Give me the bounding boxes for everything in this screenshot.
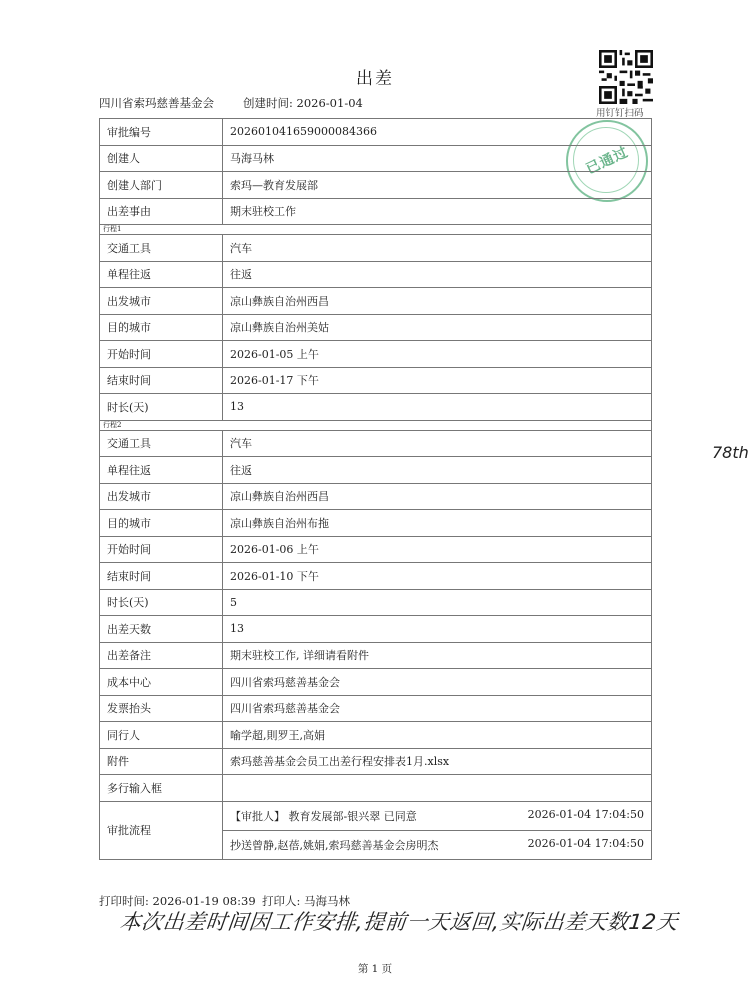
trip-section-header: [100, 420, 652, 430]
approval-step-text: 抄送曾静,赵蓓,姚娟,索玛慈善基金会房明杰: [230, 838, 439, 852]
field-label: 目的城市: [100, 314, 223, 341]
approved-stamp-text: 已通过: [583, 144, 632, 178]
field-value: 13: [223, 394, 652, 421]
table-row: [100, 722, 652, 749]
field-value: 13: [223, 616, 652, 643]
field-value: 202601041659000084366: [223, 119, 652, 146]
field-label: 成本中心: [100, 669, 223, 696]
table-row: [100, 119, 652, 146]
table-row: [100, 367, 652, 394]
trip-section-header: [100, 225, 652, 235]
field-label: 出发城市: [100, 288, 223, 315]
created-date: 创建时间: 2026-01-04: [243, 96, 363, 110]
field-label: 出发城市: [100, 483, 223, 510]
field-value: 2026-01-17 下午: [223, 367, 652, 394]
field-label: 开始时间: [100, 536, 223, 563]
handwritten-note: 本次出差时间因工作安排,提前一天返回,实际出差天数12天: [118, 910, 680, 934]
organization-name: 四川省索玛慈善基金会: [99, 96, 214, 110]
page-number: 第 1 页: [357, 963, 393, 975]
field-value: 凉山彝族自治州布拖: [223, 510, 652, 537]
table-row: [100, 314, 652, 341]
field-label: 时长(天): [100, 394, 223, 421]
approval-step-text: 【审批人】 教育发展部-银兴翠 已同意: [230, 809, 417, 823]
field-label: 创建人部门: [100, 172, 223, 199]
table-row: [100, 261, 652, 288]
approval-step-time: 2026-01-04 17:04:50: [527, 807, 644, 821]
table-row: [100, 695, 652, 722]
table-row: [100, 457, 652, 484]
table-row: [100, 589, 652, 616]
field-label: 结束时间: [100, 563, 223, 590]
table-row: [100, 483, 652, 510]
field-label: 创建人: [100, 145, 223, 172]
field-value: 2026-01-06 上午: [223, 536, 652, 563]
approval-flow-label: 审批流程: [100, 801, 223, 859]
table-row: [100, 430, 652, 457]
field-value: 往返: [223, 457, 652, 484]
field-value: 四川省索玛慈善基金会: [223, 669, 652, 696]
table-row: [100, 642, 652, 669]
table-row: [100, 775, 652, 802]
field-value: 凉山彝族自治州西昌: [223, 483, 652, 510]
field-value: 2026-01-10 下午: [223, 563, 652, 590]
field-value: 汽车: [223, 430, 652, 457]
field-label: 单程往返: [100, 261, 223, 288]
approval-step: [223, 830, 652, 859]
field-label: 附件: [100, 748, 223, 775]
field-value: 四川省索玛慈善基金会: [223, 695, 652, 722]
table-row: [100, 341, 652, 368]
approval-row: [100, 801, 652, 830]
field-label: 出差事由: [100, 198, 223, 225]
field-label: 时长(天): [100, 589, 223, 616]
field-value: [223, 775, 652, 802]
table-row: [100, 536, 652, 563]
table-row: [100, 563, 652, 590]
table-row: [100, 616, 652, 643]
field-value: 汽车: [223, 235, 652, 262]
field-label: 出差备注: [100, 642, 223, 669]
field-value: 马海马林: [223, 145, 652, 172]
trip1-header: 行程1: [100, 225, 652, 235]
table-row: [100, 172, 652, 199]
document-title: 出差: [356, 69, 394, 89]
qr-code-label: 用钉钉扫码: [596, 108, 644, 119]
approval-step: [223, 801, 652, 830]
trip2-header: 行程2: [100, 420, 652, 430]
field-label: 单程往返: [100, 457, 223, 484]
table-row: [100, 394, 652, 421]
qr-code-icon: [598, 50, 654, 104]
table-row: [100, 198, 652, 225]
table-row: [100, 748, 652, 775]
field-label: 目的城市: [100, 510, 223, 537]
field-label: 出差天数: [100, 616, 223, 643]
approval-step-time: 2026-01-04 17:04:50: [527, 836, 644, 850]
field-value: 2026-01-05 上午: [223, 341, 652, 368]
field-label: 交通工具: [100, 235, 223, 262]
field-label: 交通工具: [100, 430, 223, 457]
table-row: [100, 288, 652, 315]
field-value: 5: [223, 589, 652, 616]
field-label: 发票抬头: [100, 695, 223, 722]
field-value: 往返: [223, 261, 652, 288]
field-label: 开始时间: [100, 341, 223, 368]
field-value: 凉山彝族自治州美姑: [223, 314, 652, 341]
field-value: 凉山彝族自治州西昌: [223, 288, 652, 315]
table-row: [100, 145, 652, 172]
field-label: 多行输入框: [100, 775, 223, 802]
printer-name: 打印人: 马海马林: [262, 894, 351, 908]
field-value: 索玛—教育发展部: [223, 172, 652, 199]
field-label: 同行人: [100, 722, 223, 749]
table-row: [100, 235, 652, 262]
table-row: [100, 669, 652, 696]
field-value: 喻学超,則罗王,高娟: [223, 722, 652, 749]
field-value: 期末驻校工作, 详细请看附件: [223, 642, 652, 669]
table-row: [100, 510, 652, 537]
approval-detail-table: [99, 118, 652, 860]
field-label: 审批编号: [100, 119, 223, 146]
field-label: 结束时间: [100, 367, 223, 394]
field-value: 期末驻校工作: [223, 198, 652, 225]
print-time: 打印时间: 2026-01-19 08:39: [99, 894, 256, 908]
attachment-link[interactable]: 索玛慈善基金会员工出差行程安排表1月.xlsx: [223, 748, 652, 775]
margin-handwritten-note: 78th: [712, 443, 749, 462]
